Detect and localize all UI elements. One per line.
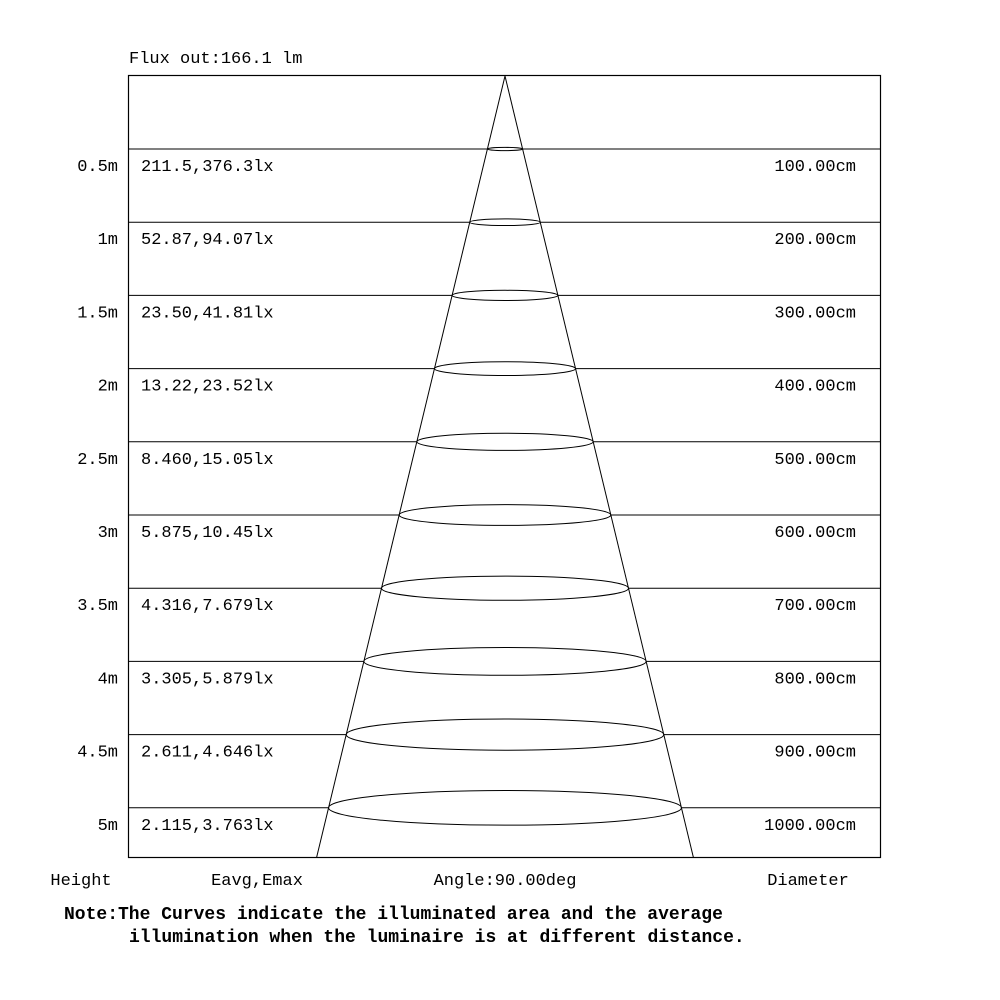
illuminance-label: 2.611,4.646lx [141, 743, 274, 763]
angle-label: Angle:90.00deg [433, 872, 577, 891]
note-line-2: illumination when the luminaire is at different distance. [129, 928, 745, 948]
note-line-1: Note:The Curves indicate the illuminated area and the average [64, 905, 723, 925]
height-axis-label: Height [50, 872, 112, 891]
height-label: 1m [97, 231, 118, 251]
height-label: 2m [97, 377, 118, 397]
height-label: 4m [97, 670, 118, 690]
height-label: 0.5m [77, 158, 118, 177]
height-label: 1.5m [77, 304, 118, 324]
diameter-label: 300.00cm [774, 304, 856, 324]
diameter-label: 1000.00cm [764, 816, 856, 836]
height-label: 2.5m [77, 450, 118, 470]
diameter-label: 600.00cm [774, 524, 856, 543]
illuminance-label: 8.460,15.05lx [141, 450, 274, 470]
flux-label: Flux out:166.1 lm [129, 50, 303, 69]
diameter-label: 900.00cm [774, 743, 856, 763]
height-label: 5m [97, 816, 118, 836]
illuminance-label: 4.316,7.679lx [141, 597, 274, 617]
diameter-label: 100.00cm [774, 158, 856, 177]
diameter-label: 700.00cm [774, 597, 856, 617]
illuminance-label: 23.50,41.81lx [141, 304, 274, 324]
illuminance-label: 13.22,23.52lx [141, 377, 274, 397]
illuminance-label: 211.5,376.3lx [141, 158, 274, 177]
diameter-label: 200.00cm [774, 231, 856, 251]
diameter-label: 500.00cm [774, 450, 856, 470]
illuminance-axis-label: Eavg,Emax [211, 872, 303, 891]
diameter-label: 800.00cm [774, 670, 856, 690]
diameter-label: 400.00cm [774, 377, 856, 397]
illuminance-label: 3.305,5.879lx [141, 670, 274, 690]
illuminance-label: 5.875,10.45lx [141, 524, 274, 543]
height-label: 3m [97, 524, 118, 543]
diameter-axis-label: Diameter [767, 872, 849, 891]
height-label: 4.5m [77, 743, 118, 763]
illuminance-label: 52.87,94.07lx [141, 231, 274, 251]
height-label: 3.5m [77, 597, 118, 617]
illuminance-label: 2.115,3.763lx [141, 816, 274, 836]
